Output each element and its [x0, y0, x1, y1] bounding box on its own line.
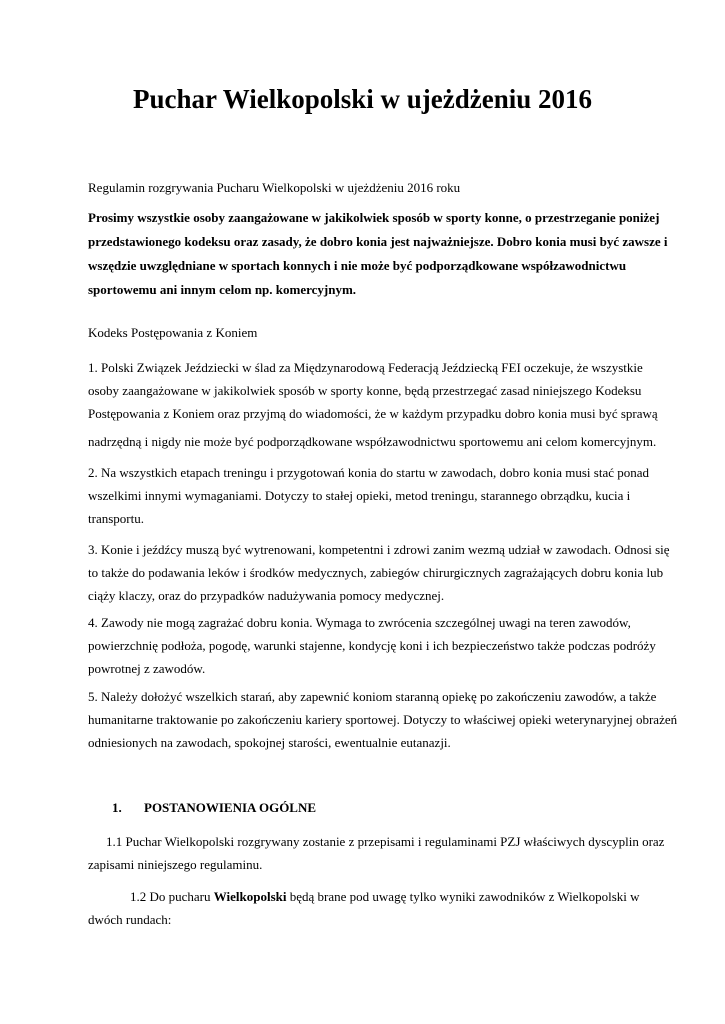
subtitle-line: Regulamin rozgrywania Pucharu Wielkopolski w ujeżdżeniu 2016 roku: [88, 180, 461, 195]
document-title: Puchar Wielkopolski w ujeżdżeniu 2016: [132, 84, 593, 114]
rule-1-2-paragraph: [88, 885, 648, 931]
code-heading-text: Kodeks Postępowania z Koniem: [88, 325, 258, 340]
intro-line: przedstawionego kodeksu oraz zasady, że dobro konia jest najważniejsze. Dobro konia musi być zawsze i: [88, 234, 668, 249]
point-4-line: powrotnej z zawodów.: [88, 661, 206, 676]
point-4-line: powierzchnię podłoża, pogodę, warunki stajenne, kondycję koni i ich bezpieczeństwo także podczas podróży: [88, 638, 656, 653]
point-3-line: to także do podawania leków i środków medycznych, zabiegów chirurgicznych zagrażających dobru konia lub: [88, 565, 664, 580]
point-4-line: 4. Zawody nie mogą zagrażać dobru konia. Wymaga to zwrócenia szczególnej uwagi na teren zawodów,: [88, 615, 631, 630]
point-3-paragraph: [88, 538, 670, 607]
code-heading: [88, 321, 648, 344]
point-1-paragraph: [88, 356, 658, 425]
point-2-paragraph: [88, 461, 648, 530]
intro-paragraph: [88, 206, 668, 302]
point-1-continuation: [88, 430, 657, 453]
point-1-line: Postępowania z Koniem oraz przyjmą do wiadomości, że w każdym przypadku dobro konia musi być sprawą: [88, 406, 658, 421]
point-5-line: 5. Należy dołożyć wszelkich starań, aby zapewnić koniom staranną opiekę po zakończeniu zawodów, a także: [88, 689, 657, 704]
point-2-line: 2. Na wszystkich etapach treningu i przygotowań konia do startu w zawodach, dobro konia musi stać ponad: [88, 465, 650, 480]
point-4-paragraph: [88, 611, 656, 680]
point-5-paragraph: [88, 685, 678, 754]
point-5-line: odniesionych na zawodach, spokojnej starości, ewentualnie eutanazji.: [88, 735, 451, 750]
rule-1-2-line: [88, 885, 648, 908]
rule-1-1-paragraph: [88, 830, 665, 876]
point-1-line: nadrzędną i nigdy nie może być podporządkowane współzawodnictwu sportowemu ani celom komercyjnym.: [88, 434, 657, 449]
rule-1-1-line: zapisami niniejszego regulaminu.: [88, 857, 263, 872]
rule-1-2-line: dwóch rundach:: [88, 912, 172, 927]
regulation-subtitle: [88, 176, 648, 199]
section-title: POSTANOWIENIA OGÓLNE: [144, 800, 317, 815]
intro-line: wszędzie uwzględniane w sportach konnych i nie może być podporządkowane współzawodnictwu: [88, 258, 627, 273]
point-2-line: transportu.: [88, 511, 144, 526]
section-number: 1.: [112, 800, 122, 815]
rule-1-1-line: 1.1 Puchar Wielkopolski rozgrywany zostanie z przepisami i regulaminami PZJ właściwych dyscyplin oraz: [106, 834, 665, 849]
rule-1-2-emphasis: Wielkopolski: [213, 889, 287, 904]
point-1-line: osoby zaangażowane w jakikolwiek sposób w sporty konne, będą przestrzegać zasad niniejszego Kodeksu: [88, 383, 642, 398]
intro-line: sportowemu ani innym celom np. komercyjnym.: [88, 282, 357, 297]
point-3-line: 3. Konie i jeźdźcy muszą być wytrenowani, kompetentni i zdrowi zanim wezmą udział w zawodach. Odnosi się: [88, 542, 670, 557]
intro-line: Prosimy wszystkie osoby zaangażowane w jakikolwiek sposób w sporty konne, o przestrzeganie poniżej: [88, 210, 660, 225]
section-1-heading: [112, 800, 316, 816]
point-3-line: ciąży klaczy, oraz do przypadków nadużywania pomocy medycznej.: [88, 588, 445, 603]
rule-1-2-text: 1.2 Do pucharu: [130, 889, 214, 904]
rule-1-2-text: będą brane pod uwagę tylko wyniki zawodników z Wielkopolski w: [286, 889, 640, 904]
point-5-line: humanitarne traktowanie po zakończeniu kariery sportowej. Dotyczy to właściwej opieki weterynaryjnej obrażeń: [88, 712, 678, 727]
point-2-line: wszelkimi innymi wymaganiami. Dotyczy to stałej opieki, metod treningu, starannego obrządku, kucia i: [88, 488, 631, 503]
point-1-line: 1. Polski Związek Jeździecki w ślad za Międzynarodową Federacją Jeździecką FEI oczekuje, że wszystkie: [88, 360, 643, 375]
